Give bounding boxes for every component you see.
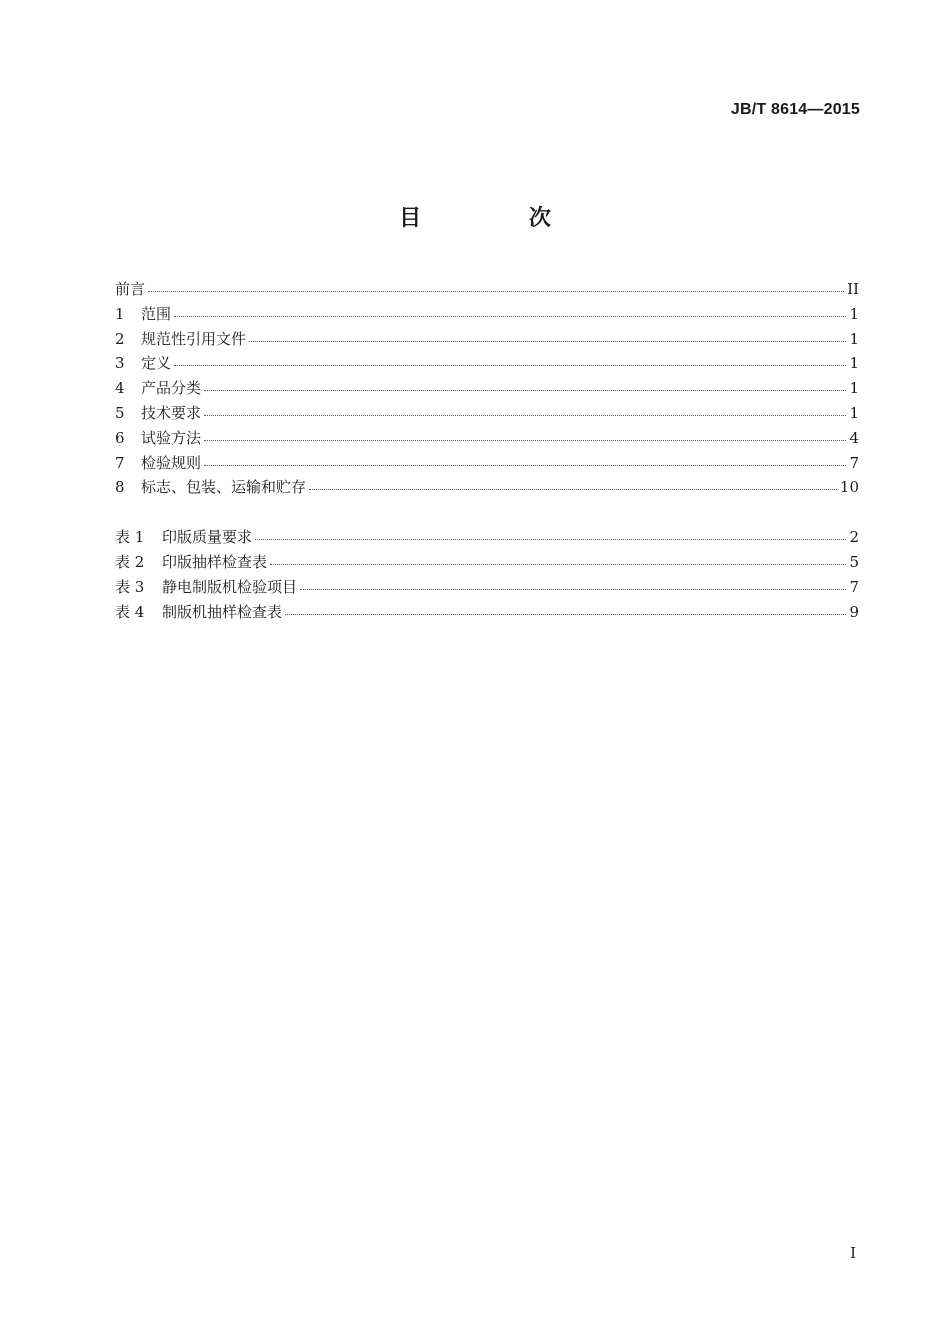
toc-entry-page: 1 <box>849 403 859 422</box>
toc-entry-chapter-1[interactable] <box>115 303 859 328</box>
toc-entry-foreword[interactable] <box>115 278 859 303</box>
toc-entry-label: 印版质量要求 <box>162 528 253 547</box>
toc-entry-page: 1 <box>849 379 859 398</box>
dot-leader <box>285 614 846 615</box>
toc-entry-page: 1 <box>849 304 859 323</box>
toc-entry-label: 静电制版机检验项目 <box>162 577 298 596</box>
toc-entry-chapter-3[interactable] <box>115 352 859 377</box>
table-of-contents <box>115 278 859 625</box>
dot-leader <box>174 316 846 317</box>
toc-entry-page: 1 <box>849 329 859 348</box>
toc-entry-label: 印版抽样检查表 <box>162 552 268 571</box>
dot-leader <box>270 564 846 565</box>
toc-table-number: 表 1 <box>115 528 145 547</box>
toc-entry-page: 7 <box>849 453 859 472</box>
toc-entry-table-4[interactable] <box>115 601 859 626</box>
toc-table-number: 表 4 <box>115 602 145 621</box>
toc-entry-table-1[interactable] <box>115 526 859 551</box>
toc-entry-label: 定义 <box>141 354 172 373</box>
toc-entry-number: 3 <box>115 354 125 373</box>
toc-entry-chapter-6[interactable] <box>115 427 859 452</box>
toc-entry-label: 试验方法 <box>141 428 202 447</box>
toc-entry-label: 检验规则 <box>141 453 202 472</box>
dot-leader <box>204 440 846 441</box>
toc-entry-table-3[interactable] <box>115 576 859 601</box>
toc-entry-chapter-2[interactable] <box>115 328 859 353</box>
dot-leader <box>204 415 846 416</box>
toc-entry-number: 7 <box>115 453 125 472</box>
toc-entry-chapter-7[interactable] <box>115 452 859 477</box>
dot-leader <box>148 291 844 292</box>
toc-entry-number: 4 <box>115 379 125 398</box>
toc-entry-page: 7 <box>849 577 859 596</box>
toc-entry-page: 9 <box>849 602 859 621</box>
toc-entry-page: 1 <box>849 354 859 373</box>
toc-entry-number: 6 <box>115 428 125 447</box>
toc-entry-chapter-5[interactable] <box>115 402 859 427</box>
toc-entry-number: 5 <box>115 403 125 422</box>
dot-leader <box>255 539 846 540</box>
dot-leader <box>309 489 837 490</box>
toc-entry-label: 规范性引用文件 <box>141 329 247 348</box>
standard-code: JB/T 8614—2015 <box>730 101 860 118</box>
dot-leader <box>300 589 846 590</box>
toc-entry-page: 5 <box>849 552 859 571</box>
section-spacer <box>115 501 859 526</box>
toc-entry-label: 前言 <box>115 280 146 298</box>
toc-entry-label: 制版机抽样检查表 <box>162 602 283 621</box>
dot-leader <box>204 390 846 391</box>
toc-title: 目 次 <box>399 206 601 231</box>
dot-leader <box>204 465 846 466</box>
toc-entry-table-2[interactable] <box>115 551 859 576</box>
toc-entry-number: 2 <box>115 329 125 348</box>
dot-leader <box>174 365 846 366</box>
toc-entry-label: 标志、包装、运输和贮存 <box>141 478 307 497</box>
page-number: I <box>850 1244 856 1262</box>
toc-entry-page: 2 <box>849 528 859 547</box>
toc-entry-page: 10 <box>839 478 859 497</box>
toc-table-number: 表 2 <box>115 552 145 571</box>
toc-entry-chapter-4[interactable] <box>115 377 859 402</box>
toc-entry-label: 技术要求 <box>141 403 202 422</box>
toc-entry-number: 8 <box>115 478 125 497</box>
toc-entry-chapter-8[interactable] <box>115 476 859 501</box>
toc-entry-number: 1 <box>115 304 125 323</box>
toc-entry-page: II <box>847 280 859 298</box>
toc-entry-label: 范围 <box>141 304 172 323</box>
toc-table-number: 表 3 <box>115 577 145 596</box>
dot-leader <box>249 341 846 342</box>
toc-entry-label: 产品分类 <box>141 379 202 398</box>
toc-entry-page: 4 <box>849 428 859 447</box>
